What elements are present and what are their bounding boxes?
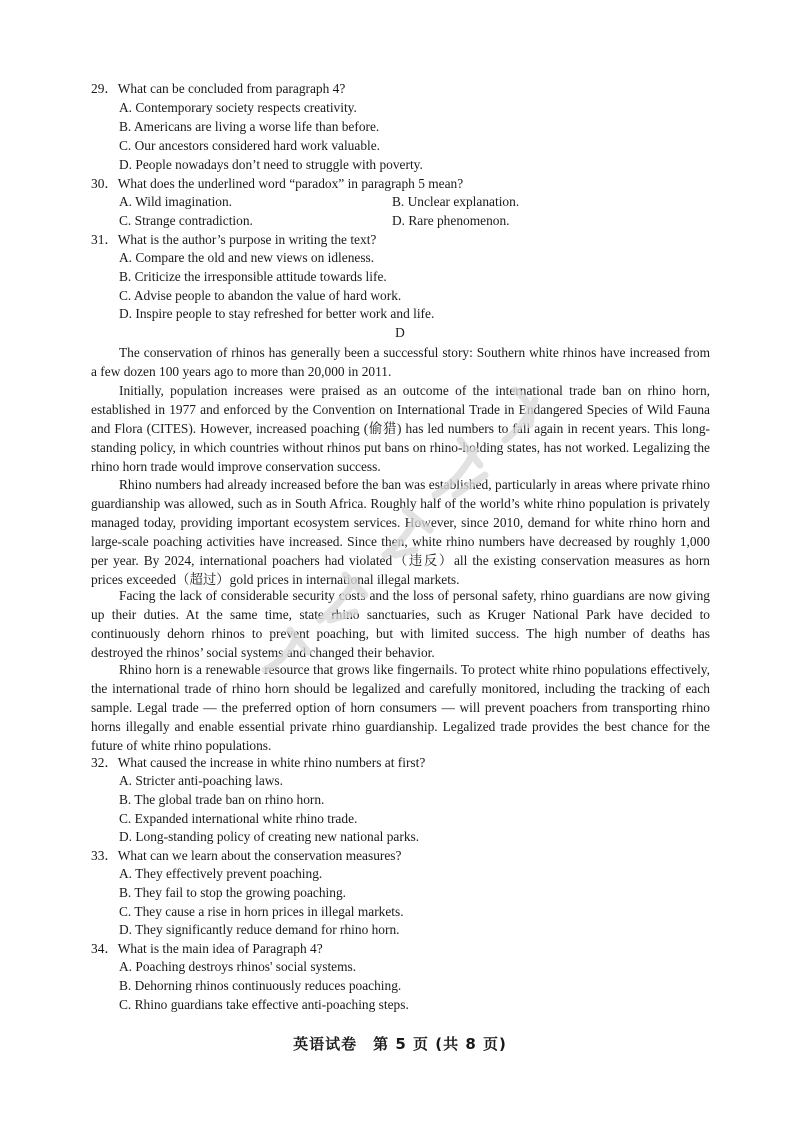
question-32-option-b: B. The global trade ban on rhino horn. (119, 792, 325, 807)
section-label: D (395, 325, 405, 340)
question-30-option-c: C. Strange contradiction. (119, 213, 253, 228)
question-29-stem: 29．What can be concluded from paragraph 4? (91, 81, 346, 96)
question-32-option-c: C. Expanded international white rhino trade. (119, 811, 358, 826)
question-33-option-d: D. They significantly reduce demand for rhino horn. (119, 922, 400, 937)
question-33-option-c: C. They cause a rise in horn prices in illegal markets. (119, 904, 404, 919)
question-30-stem: 30．What does the underlined word “paradox” in paragraph 5 mean? (91, 176, 464, 191)
passage-paragraph-3: Rhino numbers had already increased before the ban was established, particularly in areas where private rhino guardianship was allowed, such as in South Africa. Roughly half of the world’s white rhino population is privately managed today, providing important ecosystem services. However, since 2010, demand for white rhino horn and large-scale poaching activities have increased. Since then, white rhino numbers have decreased by roughly 1,000 per year. By 2024, international poachers had violated（违反）all the existing conservation measures as horn prices exceeded（超过）gold prices in international illegal markets. (91, 477, 710, 587)
question-31-option-b: B. Criticize the irresponsible attitude towards life. (119, 269, 387, 284)
question-30-option-b: B. Unclear explanation. (392, 194, 520, 209)
question-32-option-a: A. Stricter anti-poaching laws. (119, 773, 283, 788)
question-30-option-d: D. Rare phenomenon. (392, 213, 510, 228)
question-29-option-d: D. People nowadays don’t need to struggle with poverty. (119, 157, 423, 172)
question-30-option-a: A. Wild imagination. (119, 194, 233, 209)
question-31-option-d: D. Inspire people to stay refreshed for better work and life. (119, 306, 435, 321)
question-32-stem: 32．What caused the increase in white rhino numbers at first? (91, 755, 426, 770)
passage-paragraph-2: Initially, population increases were praised as an outcome of the international trade ban on rhino horn, established in 1977 and enforced by the Convention on International Trade in Endangered Species of Wild Fauna and Flora (CITES). However, increased poaching (偷猎) has led numbers to fall again in recent years. This long-standing policy, in which countries without rhinos put bans on rhino-holding states, has not worked. Legalizing the rhino horn trade would improve conservation success. (91, 383, 710, 474)
question-32-option-d: D. Long-standing policy of creating new national parks. (119, 829, 420, 844)
question-34-option-c: C. Rhino guardians take effective anti-poaching steps. (119, 997, 409, 1012)
question-33-option-a: A. They effectively prevent poaching. (119, 866, 323, 881)
question-34-option-a: A. Poaching destroys rhinos' social systems. (119, 959, 357, 974)
question-29-option-c: C. Our ancestors considered hard work valuable. (119, 138, 381, 153)
question-33-option-b: B. They fail to stop the growing poaching. (119, 885, 346, 900)
question-34-stem: 34．What is the main idea of Paragraph 4? (91, 941, 323, 956)
question-31-stem: 31．What is the author’s purpose in writing the text? (91, 232, 377, 247)
question-29-option-b: B. Americans are living a worse life than before. (119, 119, 380, 134)
passage-paragraph-5: Rhino horn is a renewable resource that grows like fingernails. To protect white rhino populations effectively, the international trade of rhino horn should be legalized and carefully monitored, including the tracking of each sample. Legal trade — the preferred option of horn consumers — will prevent poachers from transporting rhino horns illegally and enable essential private rhino guardianship. Legalized trade provides the best chance for the future of white rhino populations. (91, 662, 710, 753)
page-footer: 英语试卷 第 5 页 (共 8 页) (293, 1035, 507, 1053)
question-29-option-a: A. Contemporary society respects creativity. (119, 100, 357, 115)
passage-paragraph-4: Facing the lack of considerable security costs and the loss of personal safety, rhino guardians are now giving up their duties. At the same time, state rhino sanctuaries, such as Kruger National Park have decided to continuously dehorn rhinos to prevent poaching, but with limited success. The high number of deaths has destroyed the rhinos’ social systems and changed their behavior. (91, 588, 710, 660)
passage-paragraph-1: The conservation of rhinos has generally been a successful story: Southern white rhinos have increased from a few dozen 100 years ago to more than 20,000 in 2011. (91, 345, 710, 379)
question-31-option-c: C. Advise people to abandon the value of hard work. (119, 288, 402, 303)
question-31-option-a: A. Compare the old and new views on idleness. (119, 250, 375, 265)
question-34-option-b: B. Dehorning rhinos continuously reduces poaching. (119, 978, 402, 993)
question-33-stem: 33．What can we learn about the conservation measures? (91, 848, 402, 863)
